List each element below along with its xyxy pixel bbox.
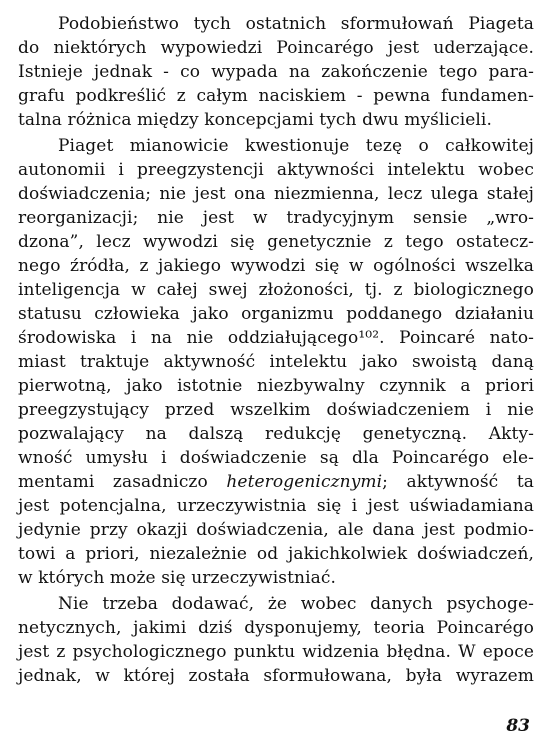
text-line: pozwalający na dalszą redukcję genetyczną. Akty- bbox=[18, 424, 534, 444]
text-line: środowiska i na nie oddziałującego¹⁰². Poincaré nato- bbox=[18, 328, 534, 348]
text-line: inteligencja w całej swej złożoności, tj. z biologicznego bbox=[18, 280, 534, 300]
text-line: Istnieje jednak - co wypada na zakończenie tego para- bbox=[18, 62, 534, 82]
text-line: jedynie przy okazji doświadczenia, ale dana jest podmio- bbox=[18, 520, 534, 540]
text-line: towi a priori, niezależnie od jakichkolwiek doświadczeń, bbox=[18, 544, 534, 564]
text-line: jest potencjalna, urzeczywistnia się i jest uświadamiana bbox=[18, 496, 534, 516]
text-line: autonomii i preegzystencji aktywności intelektu wobec bbox=[18, 160, 534, 180]
text-line: doświadczenia; nie jest ona niezmienna, lecz ulega stałej bbox=[18, 184, 534, 204]
text-line: miast traktuje aktywność intelektu jako swoistą daną bbox=[18, 352, 534, 372]
text-line: Nie trzeba dodawać, że wobec danych psychoge- bbox=[58, 594, 534, 614]
text-line: talna różnica między koncepcjami tych dwu myślicieli. bbox=[18, 110, 492, 130]
text-line: do niektórych wypowiedzi Poincarégo jest uderzające. bbox=[18, 38, 534, 58]
text-line: nego źródła, z jakiego wywodzi się w ogólności wszelka bbox=[18, 256, 534, 276]
text-line: statusu człowieka jako organizmu poddanego działaniu bbox=[18, 304, 534, 324]
page-number: 83 bbox=[506, 716, 530, 736]
text-line: dzona”, lecz wywodzi się genetycznie z tego ostatecz- bbox=[18, 232, 534, 252]
text-line: jednak, w której została sformułowana, była wyrazem bbox=[18, 666, 534, 686]
text-line: preegzystujący przed wszelkim doświadczeniem i nie bbox=[18, 400, 534, 420]
text-line: pierwotną, jako istotnie niezbywalny czynnik a priori bbox=[18, 376, 534, 396]
emphasized-term: heterogenicznymi bbox=[226, 472, 383, 492]
text-line: Piaget mianowicie kwestionuje tezę o całkowitej bbox=[58, 136, 534, 156]
text-line-with-italic: mentami zasadniczo heterogenicznymi; aktywność ta bbox=[18, 472, 534, 492]
text-line: w których może się urzeczywistniać. bbox=[18, 568, 336, 588]
text-line: reorganizacji; nie jest w tradycyjnym sensie „wro- bbox=[18, 208, 534, 228]
text-line: grafu podkreślić z całym naciskiem - pewna fundamen- bbox=[18, 86, 534, 106]
text-line: netycznych, jakimi dziś dysponujemy, teoria Poincarégo bbox=[18, 618, 534, 638]
text-line: jest z psychologicznego punktu widzenia błędna. W epoce bbox=[18, 642, 534, 662]
page-body bbox=[18, 12, 534, 738]
text-line: Podobieństwo tych ostatnich sformułowań Piageta bbox=[58, 14, 534, 34]
text-line: wność umysłu i doświadczenie są dla Poincarégo ele- bbox=[18, 448, 534, 468]
